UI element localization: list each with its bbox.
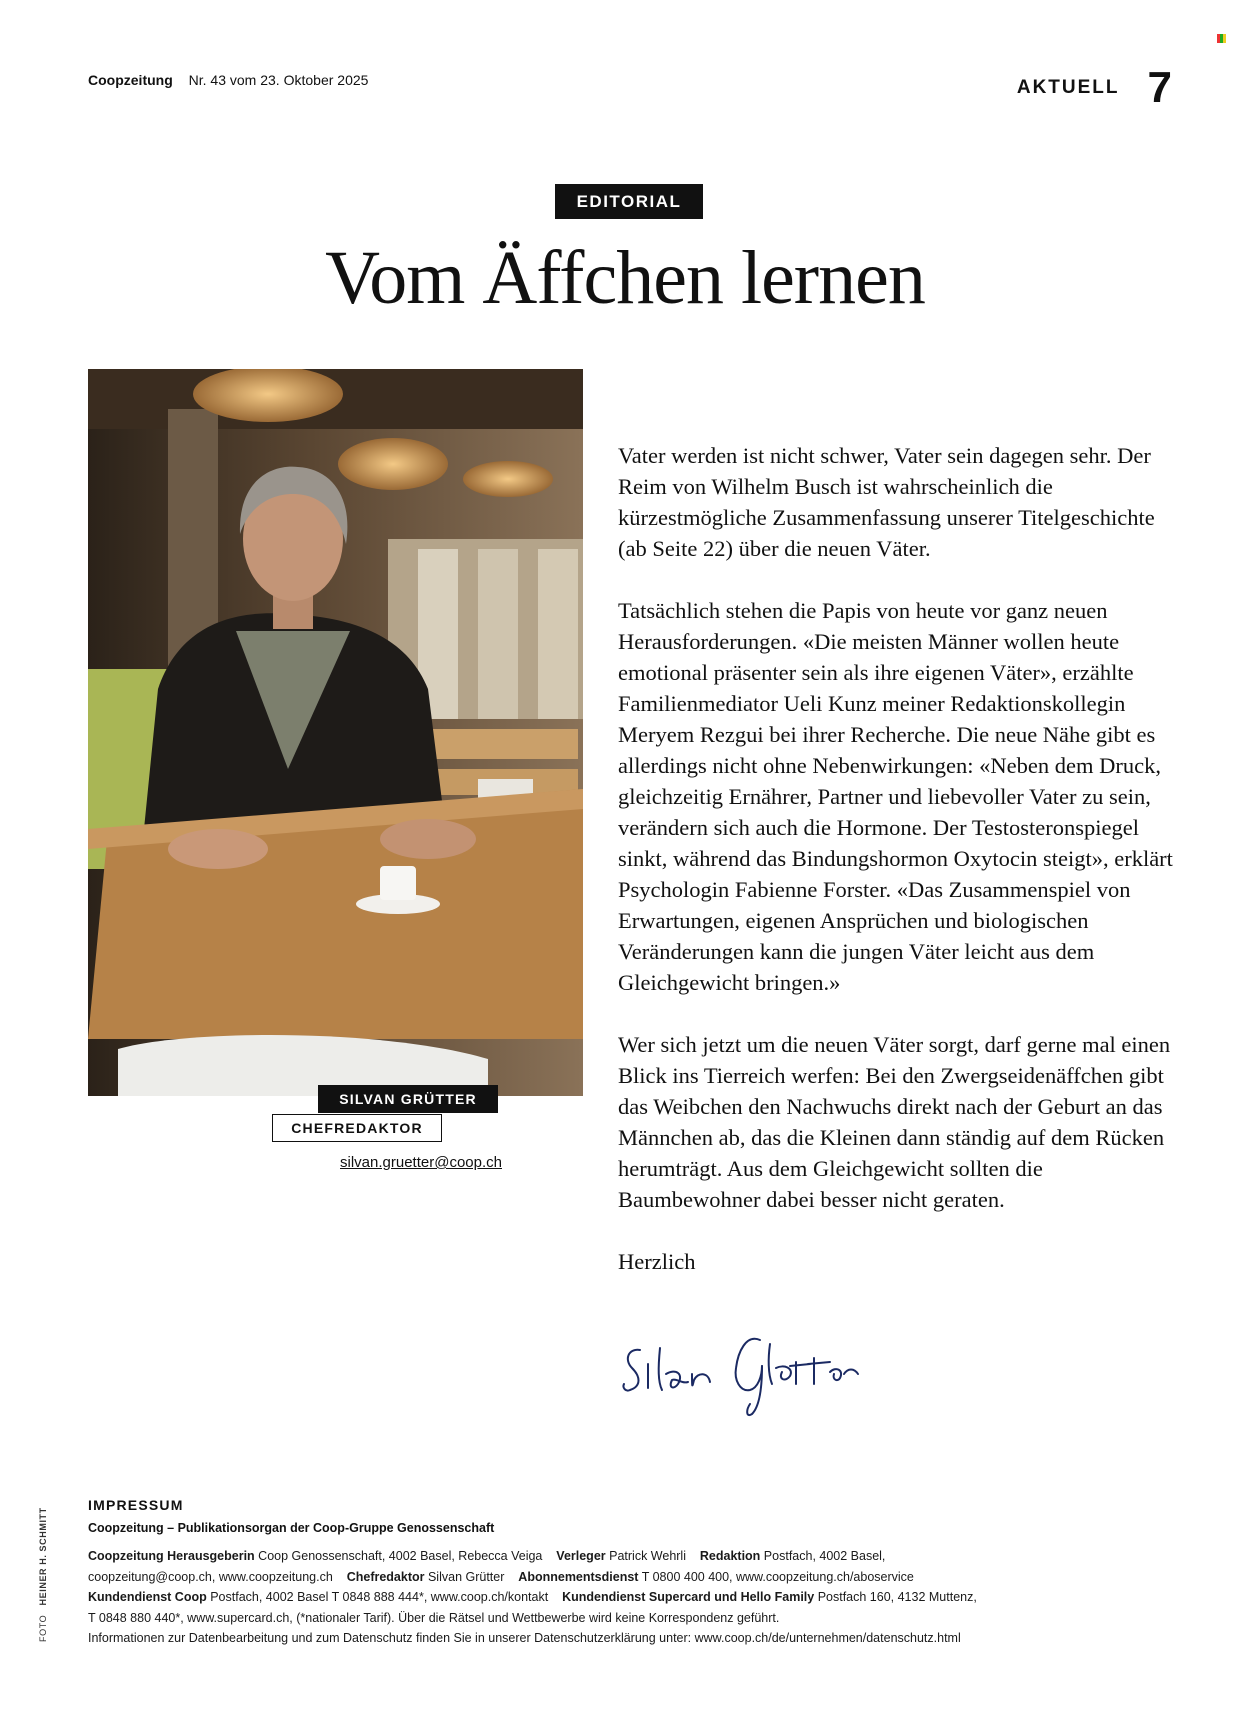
impressum-key: Redaktion	[699, 1549, 761, 1563]
impressum-body	[88, 1546, 1198, 1649]
impressum-title: IMPRESSUM	[88, 1497, 184, 1513]
impressum-key: Verleger	[556, 1549, 606, 1563]
impressum-value: Postfach, 4002 Basel,	[760, 1549, 886, 1563]
photo-credit	[38, 1507, 48, 1642]
impressum-key: Coopzeitung Herausgeberin	[88, 1549, 255, 1563]
impressum-value: Postfach 160, 4132 Muttenz,	[814, 1590, 977, 1604]
author-email-link[interactable]: silvan.gruetter@coop.ch	[340, 1154, 502, 1171]
author-name-tag: SILVAN GRÜTTER	[318, 1085, 498, 1113]
impressum-key: Kundendienst Supercard und Hello Family	[562, 1590, 815, 1604]
impressum-value: coopzeitung@coop.ch, www.coopzeitung.ch	[88, 1569, 333, 1584]
paragraph: Wer sich jetzt um die neuen Väter sorgt, darf gerne mal einen Blick ins Tierreich werfen: Bei den Zwergseidenäffchen gibt das Weibchen den Nachwuchs direkt nach der Geburt an das Männchen ab, das die Kleinen dann ständig auf dem Rücken herumträgt. Aus dem Gleichgewicht sollten die Baumbewohner dabei besser nicht geraten.	[618, 1032, 1171, 1212]
impressum-subtitle: Coopzeitung – Publikationsorgan der Coop-Gruppe Genossenschaft	[88, 1521, 495, 1535]
impressum-value: Postfach, 4002 Basel T 0848 888 444*, www.coop.ch/kontakt	[206, 1590, 549, 1604]
page-number: 7	[1147, 63, 1172, 112]
impressum-line: T 0848 880 440*, www.supercard.ch, (*nationaler Tarif). Über die Rätsel und Wettbewerbe wird keine Korrespondenz geführt.	[88, 1610, 780, 1625]
handwritten-signature	[618, 1318, 868, 1423]
impressum-key: Abonnementsdienst	[518, 1569, 639, 1584]
author-photo	[88, 369, 583, 1096]
editorial-body	[618, 440, 1178, 1277]
closing-greeting: Herzlich	[618, 1249, 696, 1274]
impressum-value: T 0800 400 400, www.coopzeitung.ch/aboservice	[638, 1569, 914, 1584]
impressum-value: Patrick Wehrli	[605, 1549, 686, 1563]
photo-credit-label: FOTO	[38, 1614, 48, 1642]
headline: Vom Äffchen lernen	[325, 236, 925, 320]
impressum-value: Silvan Grütter	[424, 1569, 505, 1584]
section-label: AKTUELL	[1016, 77, 1120, 98]
impressum-key: Kundendienst Coop	[88, 1590, 207, 1604]
impressum-line	[88, 1567, 1198, 1588]
editorial-kicker: EDITORIAL	[555, 184, 703, 219]
paragraph: Vater werden ist nicht schwer, Vater sein dagegen sehr. Der Reim von Wilhelm Busch ist wahrscheinlich die kürzestmögliche Zusammenfassung unserer Titelgeschichte (ab Seite 22) über die neuen Väter.	[618, 443, 1155, 561]
impressum-line: Informationen zur Datenbearbeitung und zum Datenschutz finden Sie in unserer Datenschutzerklärung unter: www.coop.ch/de/unternehmen/datenschutz.html	[88, 1631, 961, 1645]
author-role-tag: CHEFREDAKTOR	[272, 1114, 442, 1142]
signature-image	[618, 1318, 868, 1418]
publication-name: Coopzeitung	[88, 72, 173, 88]
issue-info: Nr. 43 vom 23. Oktober 2025	[188, 72, 369, 88]
photo-credit-name: HEINER H. SCHMITT	[38, 1507, 48, 1606]
paragraph: Tatsächlich stehen die Papis von heute vor ganz neuen Herausforderungen. «Die meisten Männer wollen heute emotional präsenter sein als ihre eigenen Väter», erzählte Familienmediator Ueli Kunz meiner Redaktionskollegin Meryem Rezgui bei ihrer Recherche. Die neue Nähe gibt es allerdings nicht ohne Nebenwirkungen: «Neben dem Druck, gleichzeitig Ernährer, Partner und liebevoller Vater zu sein, verändern sich auch die Hormone. Der Testosteronspiegel sinkt, während das Bindungshormon Oxytocin steigt», erklärt Psychologin Fabienne Forster. «Das Zusammenspiel von Erwartungen, eigenen Ansprüchen und biologischen Veränderungen kann die jungen Väter leicht aus dem Gleichgewicht bringen.»	[618, 598, 1173, 995]
page-header-right	[1016, 63, 1172, 112]
page-header-left	[88, 72, 368, 88]
impressum-line	[88, 1546, 1198, 1567]
author-photo-illustration	[88, 369, 583, 1096]
impressum-line	[88, 1587, 1198, 1608]
impressum-key: Chefredaktor	[346, 1569, 425, 1584]
color-register-mark	[1217, 34, 1226, 43]
impressum-value: Coop Genossenschaft, 4002 Basel, Rebecca Veiga	[254, 1549, 543, 1563]
